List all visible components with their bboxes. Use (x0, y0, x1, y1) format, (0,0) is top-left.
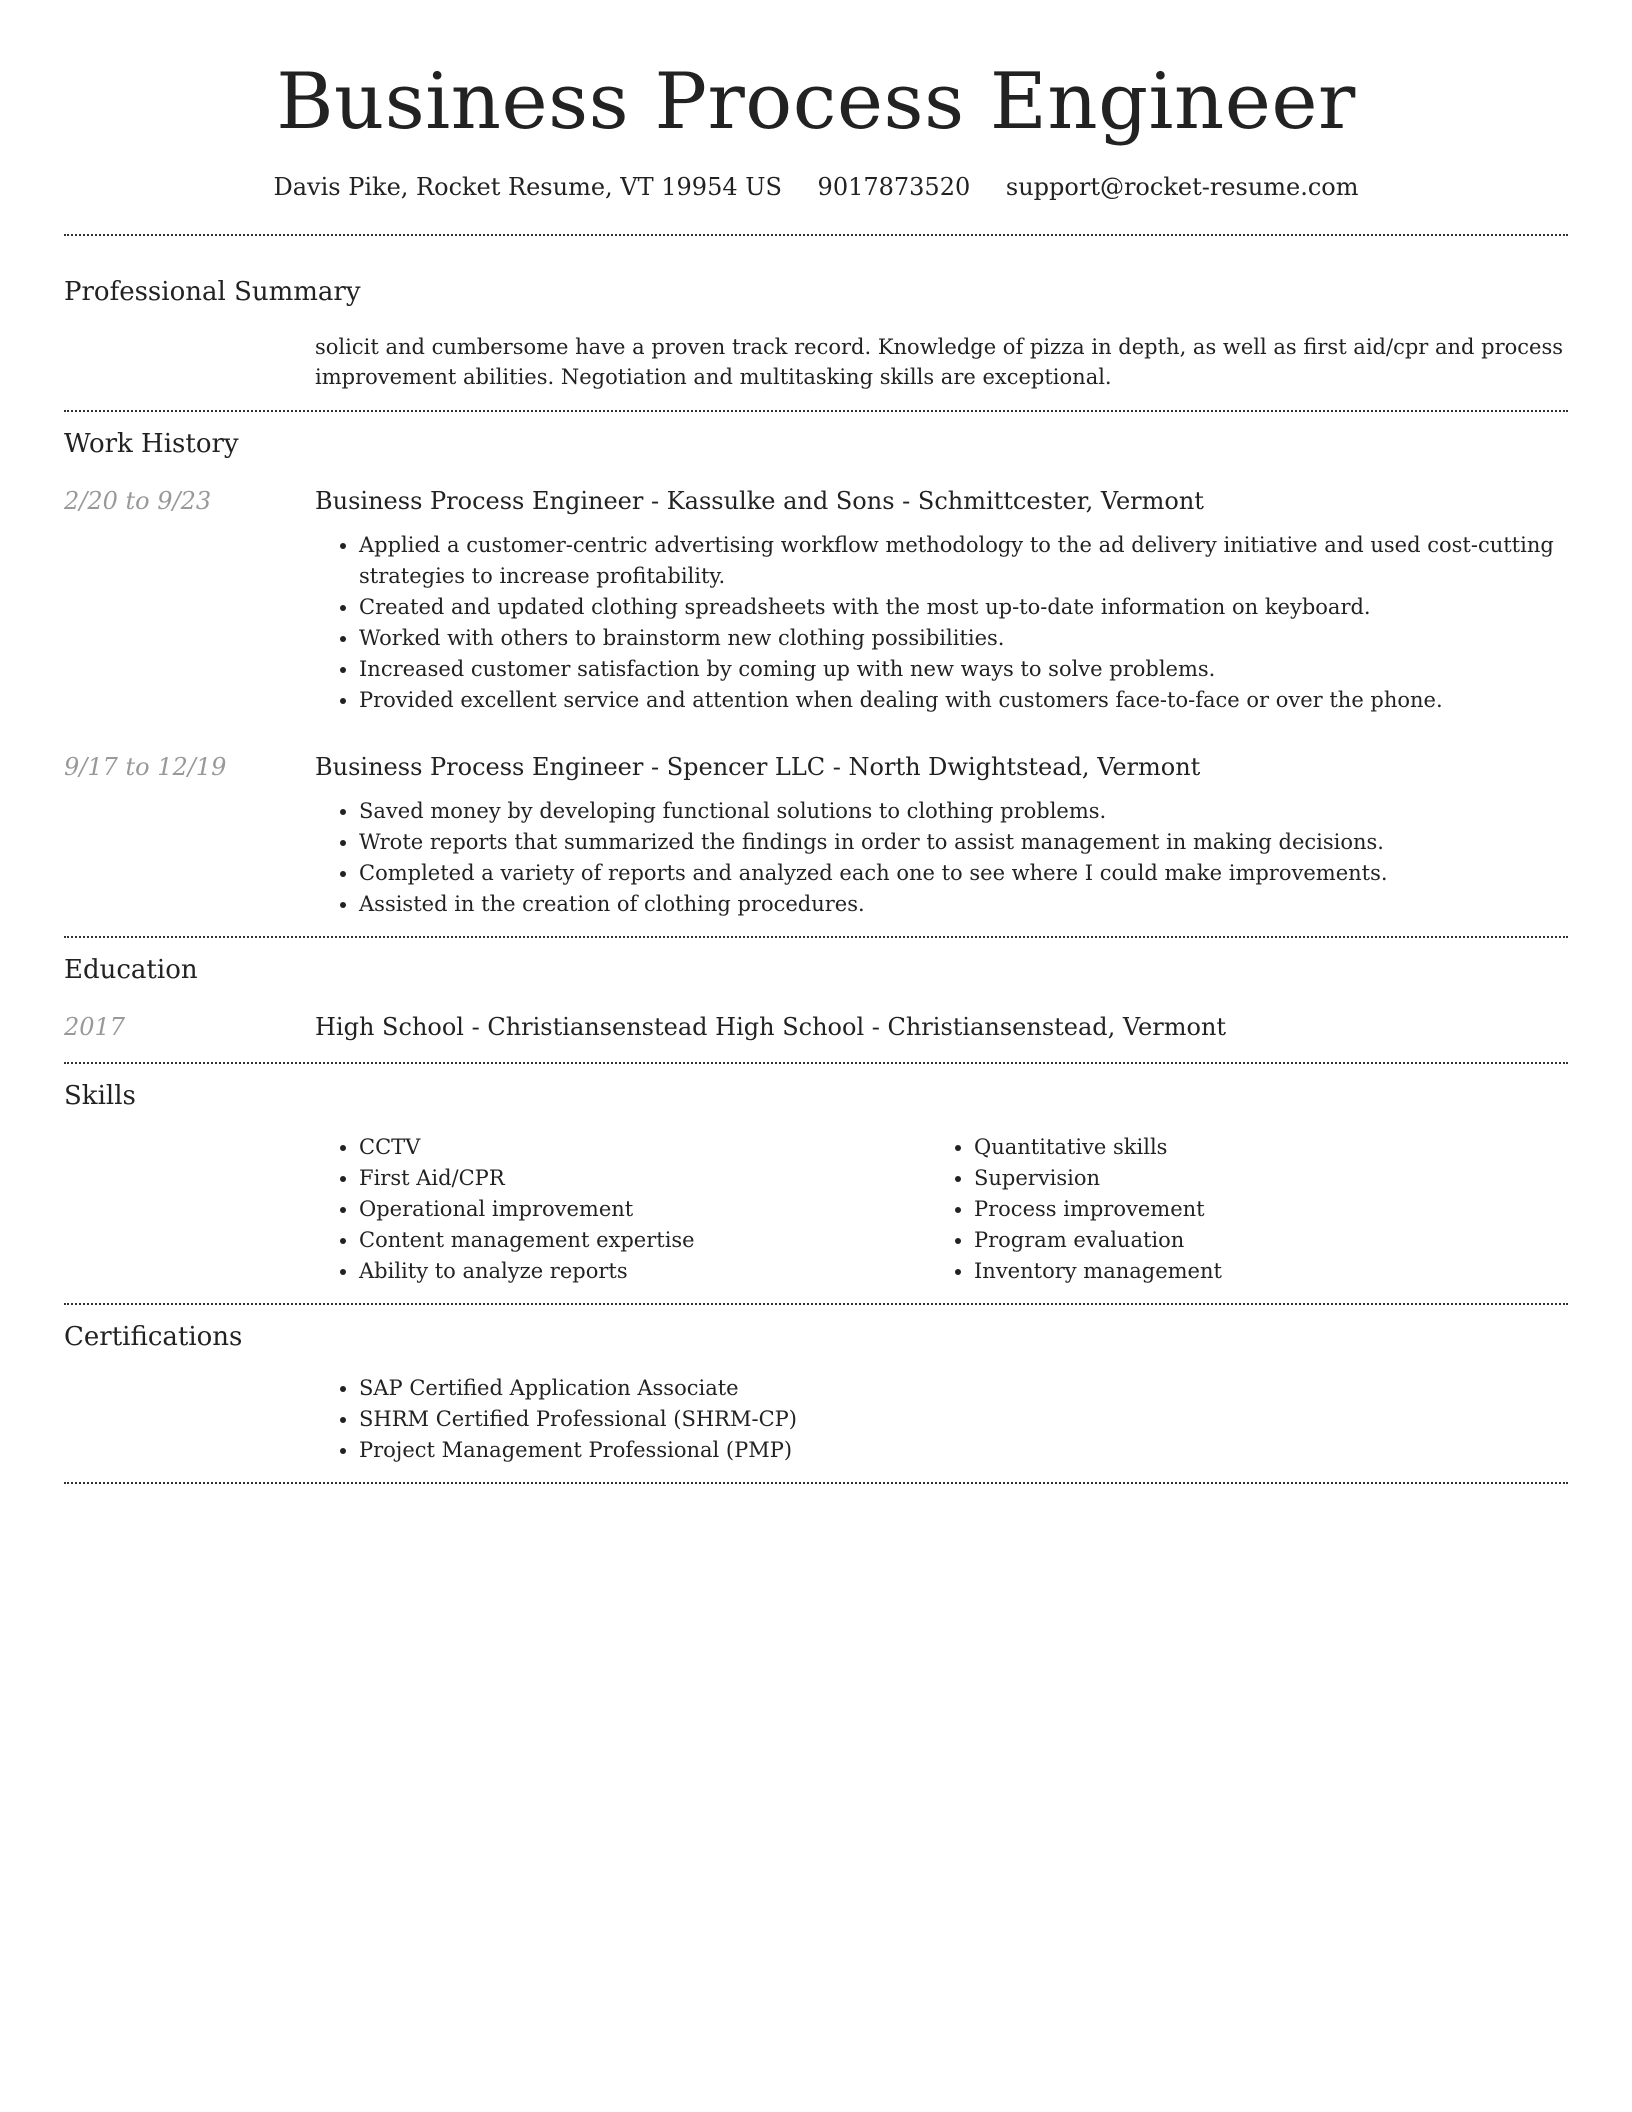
certification-item: • Project Management Professional (PMP) (359, 1435, 1568, 1466)
skill-item: • Inventory management (974, 1256, 1545, 1287)
summary-title: Professional Summary (64, 277, 361, 307)
skills-list (315, 1132, 930, 1287)
job-bullets (315, 530, 1568, 716)
education-body (315, 1010, 1568, 1044)
contact-email: support@rocket-resume.com (1005, 173, 1359, 201)
skill-item: • First Aid/CPR (359, 1163, 930, 1194)
contact-address: Davis Pike, Rocket Resume, VT 19954 US (273, 173, 782, 201)
education-section (64, 938, 1568, 1062)
skill-item: • Process improvement (974, 1194, 1545, 1225)
job-entry (64, 750, 1568, 920)
work-history-section (64, 412, 1568, 936)
skill-item: • Supervision (974, 1163, 1545, 1194)
job-body (315, 484, 1568, 716)
skill-item: • Program evaluation (974, 1225, 1545, 1256)
skills-column-left (315, 1132, 930, 1287)
job-bullet: • Provided excellent service and attention when dealing with customers face-to-face or over the phone. (359, 685, 1568, 716)
candidate-name: Business Process Engineer (276, 57, 1356, 147)
divider (64, 1482, 1568, 1484)
job-bullet: • Completed a variety of reports and analyzed each one to see where I could make improvements. (359, 858, 1568, 889)
job-body (315, 750, 1568, 920)
skills-column-right (930, 1132, 1545, 1287)
skills-section (64, 1064, 1568, 1303)
job-bullet: • Increased customer satisfaction by coming up with new ways to solve problems. (359, 654, 1568, 685)
job-bullet: • Saved money by developing functional solutions to clothing problems. (359, 796, 1568, 827)
skills-list (930, 1132, 1545, 1287)
job-bullet: • Created and updated clothing spreadsheets with the most up-to-date information on keyboard. (359, 592, 1568, 623)
skills-grid (64, 1132, 1568, 1303)
certifications-list (64, 1373, 1568, 1482)
education-title-line: High School - Christiansenstead High School - Christiansenstead, Vermont (315, 1013, 1227, 1041)
skill-item: • Ability to analyze reports (359, 1256, 930, 1287)
certifications-section (64, 1305, 1568, 1482)
education-entry (64, 1010, 1568, 1044)
skill-item: • Operational improvement (359, 1194, 930, 1225)
job-title: Business Process Engineer - Spencer LLC - North Dwightstead, Vermont (315, 753, 1201, 781)
skill-item: • Content management expertise (359, 1225, 930, 1256)
job-title: Business Process Engineer - Kassulke and Sons - Schmittcester, Vermont (315, 487, 1204, 515)
education-date: 2017 (64, 1013, 126, 1041)
certification-bullets (315, 1373, 1568, 1466)
job-bullet: • Assisted in the creation of clothing procedures. (359, 889, 1568, 920)
certification-item: • SHRM Certified Professional (SHRM-CP) (359, 1404, 1568, 1435)
skill-item: • Quantitative skills (974, 1132, 1545, 1163)
job-dates: 2/20 to 9/23 (64, 487, 212, 515)
skills-title: Skills (64, 1081, 136, 1111)
job-bullet: • Worked with others to brainstorm new clothing possibilities. (359, 623, 1568, 654)
resume-header (64, 0, 1568, 204)
job-bullets (315, 796, 1568, 920)
work-history-title: Work History (64, 429, 239, 459)
contact-line (64, 170, 1568, 204)
summary-text: solicit and cumbersome have a proven track record. Knowledge of pizza in depth, as well as first aid/cpr and process improvement abilities. Negotiation and multitasking skills are exceptional. (315, 335, 1564, 389)
job-bullet: • Applied a customer-centric advertising workflow methodology to the ad delivery initiative and used cost-cutting strategies to increase profitability. (359, 530, 1568, 592)
contact-phone: 9017873520 (817, 173, 971, 201)
certifications-title: Certifications (64, 1322, 243, 1352)
education-title: Education (64, 955, 198, 985)
certification-item: • SAP Certified Application Associate (359, 1373, 1568, 1404)
job-bullet: • Wrote reports that summarized the findings in order to assist management in making decisions. (359, 827, 1568, 858)
skill-item: • CCTV (359, 1132, 930, 1163)
job-dates: 9/17 to 12/19 (64, 753, 227, 781)
summary-section (64, 236, 1568, 410)
job-entry (64, 484, 1568, 716)
